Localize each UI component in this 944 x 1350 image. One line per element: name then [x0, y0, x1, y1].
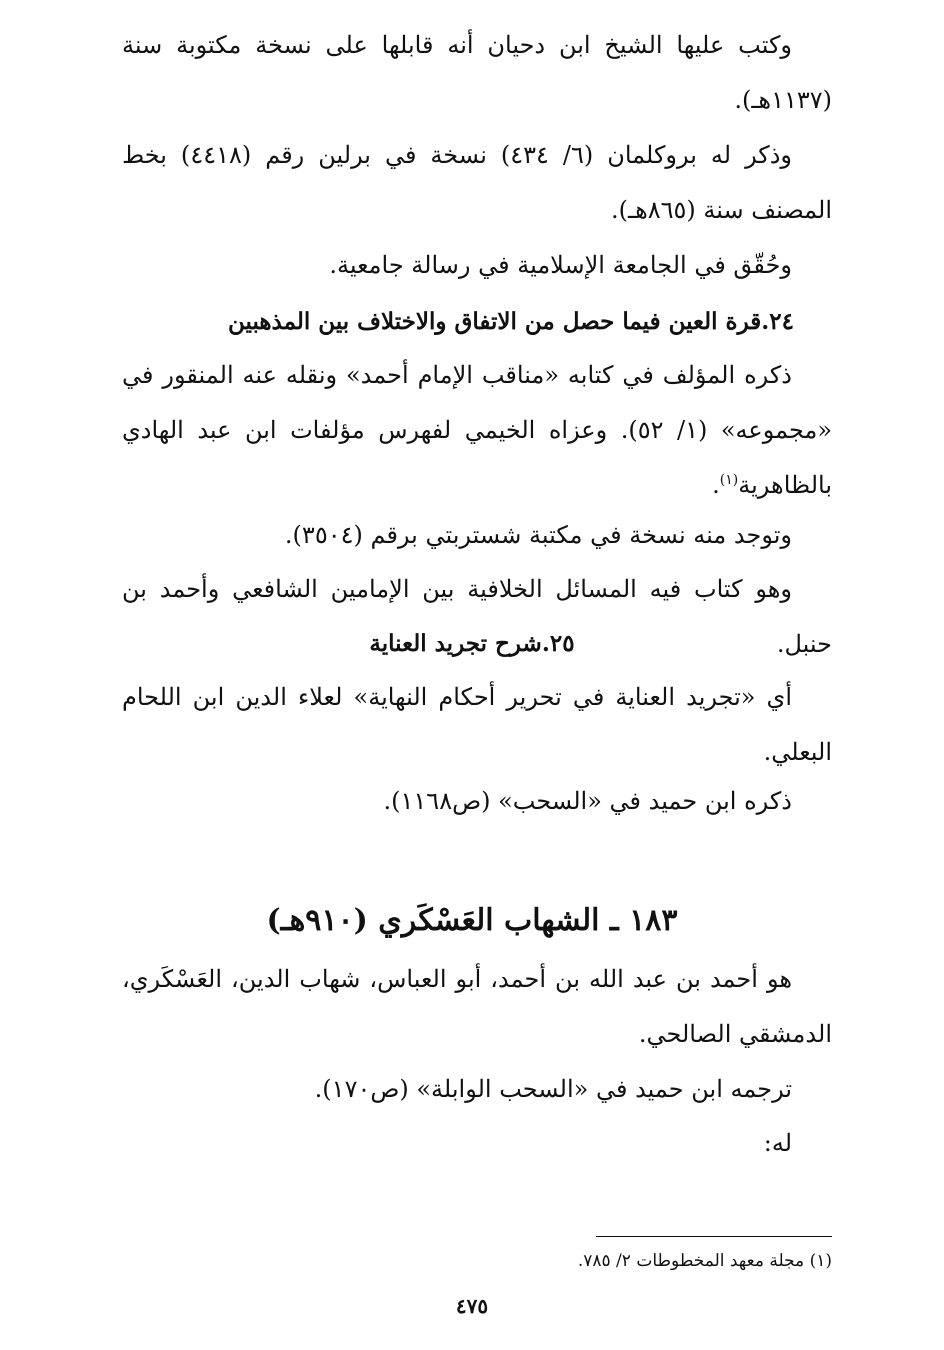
footnote-text: (١) مجلة معهد المخطوطات ٢/ ٧٨٥.: [577, 1251, 832, 1271]
paragraph-book-24-source: [122, 348, 832, 513]
heading-book-25: ٢٥.شرح تجريد العناية: [369, 630, 575, 657]
paragraph-biography: هو أحمد بن عبد الله بن أحمد، أبو العباس، شهاب الدين، العَسْكَري، الدمشقي الصالحي.: [122, 965, 832, 1048]
paragraph-book-25-title: أي «تجريد العناية في تحرير أحكام النهاية» لعلاء الدين ابن اللحام البعلي.: [122, 683, 832, 766]
paragraph-book-25-source: ذكره ابن حميد في «السحب» (ص١١٦٨).: [383, 787, 792, 815]
heading-book-24: ٢٤.قرة العين فيما حصل من الاتفاق والاختلاف بين المذهبين: [228, 308, 794, 335]
paragraph-chester-beatty: وتوجد منه نسخة في مكتبة شستربتي برقم (٣٥٠٤).: [284, 521, 792, 549]
paragraph-book-24-end: .: [712, 471, 720, 499]
footnote-marker: (١): [719, 472, 739, 488]
paragraph-biography-source: ترجمه ابن حميد في «السحب الوابلة» (ص١٧٠).: [314, 1075, 792, 1103]
page-number: ٤٧٥: [455, 1294, 489, 1318]
entry-title-183: ١٨٣ ـ الشهاب العَسْكَري (٩١٠هـ): [266, 903, 678, 938]
paragraph-brockelmann: وذكر له بروكلمان (٦/ ٤٣٤) نسخة في برلين رقم (٤٤١٨) بخط المصنف سنة (٨٦٥هـ).: [122, 141, 832, 224]
paragraph-book-24-subject: وهو كتاب فيه المسائل الخلافية بين الإمامين الشافعي وأحمد بن حنبل.: [122, 575, 832, 658]
paragraph-manuscript-note: وكتب عليها الشيخ ابن دحيان أنه قابلها على نسخة مكتوبة سنة (١١٣٧هـ).: [122, 31, 832, 114]
footnote-divider: [596, 1236, 832, 1237]
paragraph-book-24-text: ذكره المؤلف في كتابه «مناقب الإمام أحمد» ونقله عنه المنقور في «مجموعه» (١/ ٥٢). وعزاه الخيمي لفهرس مؤلفات ابن عبد الهادي بالظاهرية: [122, 361, 833, 499]
paragraph-verified: وحُقّق في الجامعة الإسلامية في رسالة جامعية.: [329, 251, 792, 279]
paragraph-works-label: له:: [763, 1129, 792, 1157]
